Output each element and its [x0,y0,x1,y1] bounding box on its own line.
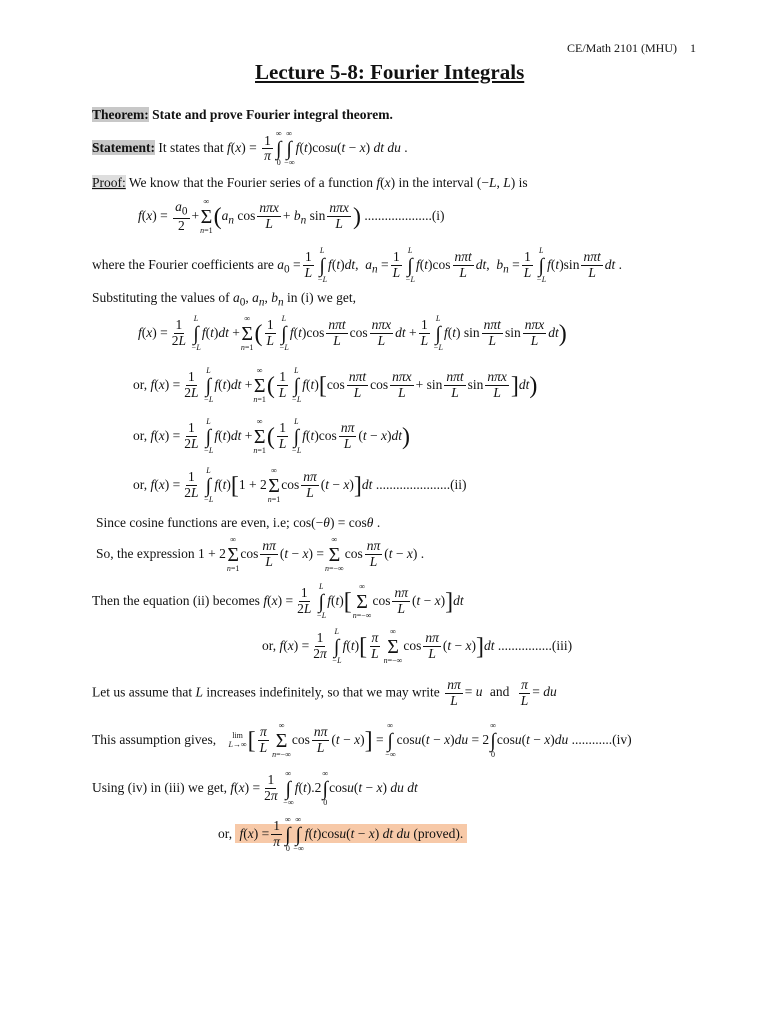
assumption-text: This assumption gives, [92,731,217,747]
proof-intro-text-2: in the interval [398,175,474,190]
final-highlight: f(x) = $\frac{1}{\pi}$ ∞ ∫ 0 ∞ ∫ −∞ f(t)cosu(t − x) dt du (proved). [235,824,467,843]
proof-intro: Proof: We know that the Fourier series of a function f(x) in the interval (−L, L) is [92,175,528,190]
or-label: or, [133,376,148,392]
assumption-line: This assumption gives, lim L→∞ [ $\frac{\pi}{L}$ ∞ Σ n=−∞ cos $\frac{n\pi}{L}$ (t − x)] = ∞ ∫ −∞ cosu(t − x)du = 2 ∞ ∫ 0 cosu(t − x)du ............(iv) [92,721,632,759]
or-label: or, [133,427,148,443]
proved-label: (proved). [413,825,464,841]
statement-text: It states that [158,140,224,155]
theorem-label: Theorem: [92,107,149,122]
statement-label: Statement: [92,140,155,155]
substituted-equation: f(x) = $\frac{1}{2L}$ L ∫ −L f(t)dt + ∞ Σ n=1 ( $\frac{1}{L}$ L ∫ −L f(t)cos $\frac{\text{nπt}}{L}$ cos $\frac{\text{nπx}}{L}$ dt + $\frac{1}{L}$ L ∫ −L f(t) sin $\frac{\text{nπt}}{L}$ sin $\frac{\text{nπx}}{L}$ dt) [138,314,567,352]
statement-equation: f(x) = $\frac{1}{\pi}$ ∞ ∫ 0 ∞ ∫ −∞ f(t)cosu(t − x) dt du . [226,129,408,167]
expression-text: So, the expression [96,545,195,561]
equation-i-tag: ....................(i) [364,207,445,223]
or-label: or, [262,637,277,653]
assume-text-2: increases indefinitely, so that we may write [206,684,440,700]
page-header [567,41,696,56]
or-equation-2: or, f(x) = $\frac{1}{2L}$ L ∫ −L f(t)dt + ∞ Σ n=1 ( $\frac{1}{L}$ L ∫ −L f(t)cos $\frac{n\pi}{L}$ (t − x)dt) [133,417,410,455]
and-text: and [489,684,510,700]
substituting-line: Substituting the values of $a_0$, $a_n$, $b_n$ in (i) we get, [92,290,356,309]
theorem-text: State and prove Fourier integral theorem. [152,107,393,122]
substituting-text-2: in (i) we get, [287,290,356,305]
theorem-line [92,107,393,123]
then-line: Then the equation (ii) becomes f(x) = $\frac{1}{2L}$ L ∫ −L f(t)[ ∞ Σ n=−∞ cos $\frac{n\pi}{L}$ (t − x)]dt [92,582,464,620]
course-label: CE/Math 2101 (MHU) [567,41,677,55]
equation-ii: or, f(x) = $\frac{1}{2L}$ L ∫ −L f(t)[1 + 2 ∞ Σ n=1 cos $\frac{n\pi}{L}$ (t − x)]dt ......................(ii) [133,466,467,504]
cosine-even-line: Since cosine functions are even, i.e; cos(−θ) = cosθ . [96,515,381,530]
page-title: Lecture 5-8: Fourier Integrals [255,60,525,84]
equation-iii-tag: ................(iii) [497,637,573,653]
final-result [218,816,467,854]
equation-iii: or, f(x) = $\frac{1}{2\pi}$ L ∫ −L f(t)[ $\frac{\pi}{L}$ ∞ Σ n=−∞ cos $\frac{n\pi}{L}$ (t − x)]dt ................(iii) [262,627,573,665]
proof-intro-text: We know that the Fourier series of a function [128,175,373,190]
coefficients-line: where the Fourier coefficients are $a_0$ = $\frac{1}{L}$ L ∫ −L f(t)dt, $a_n$ = $\frac{1}{L}$ L ∫ −L f(t)cos $\frac{\text{nπt}}{L}$ dt, $b_n$ = $\frac{1}{L}$ L ∫ −L f(t)sin $\frac{\text{nπt}}{L}$ dt . [92,246,622,284]
proof-label: Proof: [92,175,126,190]
assume-text: Let us assume that [92,684,193,700]
assume-line: Let us assume that L increases indefinitely, so that we may write $\frac{n\pi}{L}$ = u and $\frac{\pi}{L}$ = du [92,677,557,708]
then-text: Then the equation (ii) becomes [92,592,260,608]
equation-ii-tag: ......................(ii) [375,476,467,492]
equation-iv-tag: ............(iv) [571,731,632,747]
or-label: or, [133,476,148,492]
substituting-text: Substituting the values of [92,290,230,305]
using-line: Using (iv) in (iii) we get, f(x) = $\frac{1}{2\pi}$ ∞ ∫ −∞ f(t).2 ∞ ∫ 0 cosu(t − x) du dt [92,769,418,807]
proof-intro-text-3: is [518,175,528,190]
or-label: or, [218,825,233,841]
statement-line [92,130,408,168]
or-equation-1: or, f(x) = $\frac{1}{2L}$ L ∫ −L f(t)dt + ∞ Σ n=1 ( $\frac{1}{L}$ L ∫ −L f(t)[cos $\frac{\text{nπt}}{L}$ cos $\frac{\text{nπx}}{L}$ + sin $\frac{\text{nπt}}{L}$ sin $\frac{\text{nπx}}{L}$ ]dt) [133,366,538,404]
using-text: Using (iv) in (iii) we get, [92,779,227,795]
expression-line: So, the expression 1 + 2 ∞ Σ n=1 cos $\frac{n\pi}{L}$ (t − x) = ∞ Σ n=−∞ cos $\frac{n\pi}{L}$ (t − x) . [96,535,425,573]
page-number: 1 [690,41,696,55]
coefficients-text: where the Fourier coefficients are [92,256,274,272]
cosine-even-text: Since cosine functions are even, i.e; [96,515,290,530]
equation-i: f(x) = $\frac{a_0}{2}$ + ∞ Σ n=1 ($a_n$ cos $\frac{\text{nπx}}{L}$ + $b_n$ sin $\frac{\text{nπx}}{L}$ ) ....................(i) [138,197,445,235]
